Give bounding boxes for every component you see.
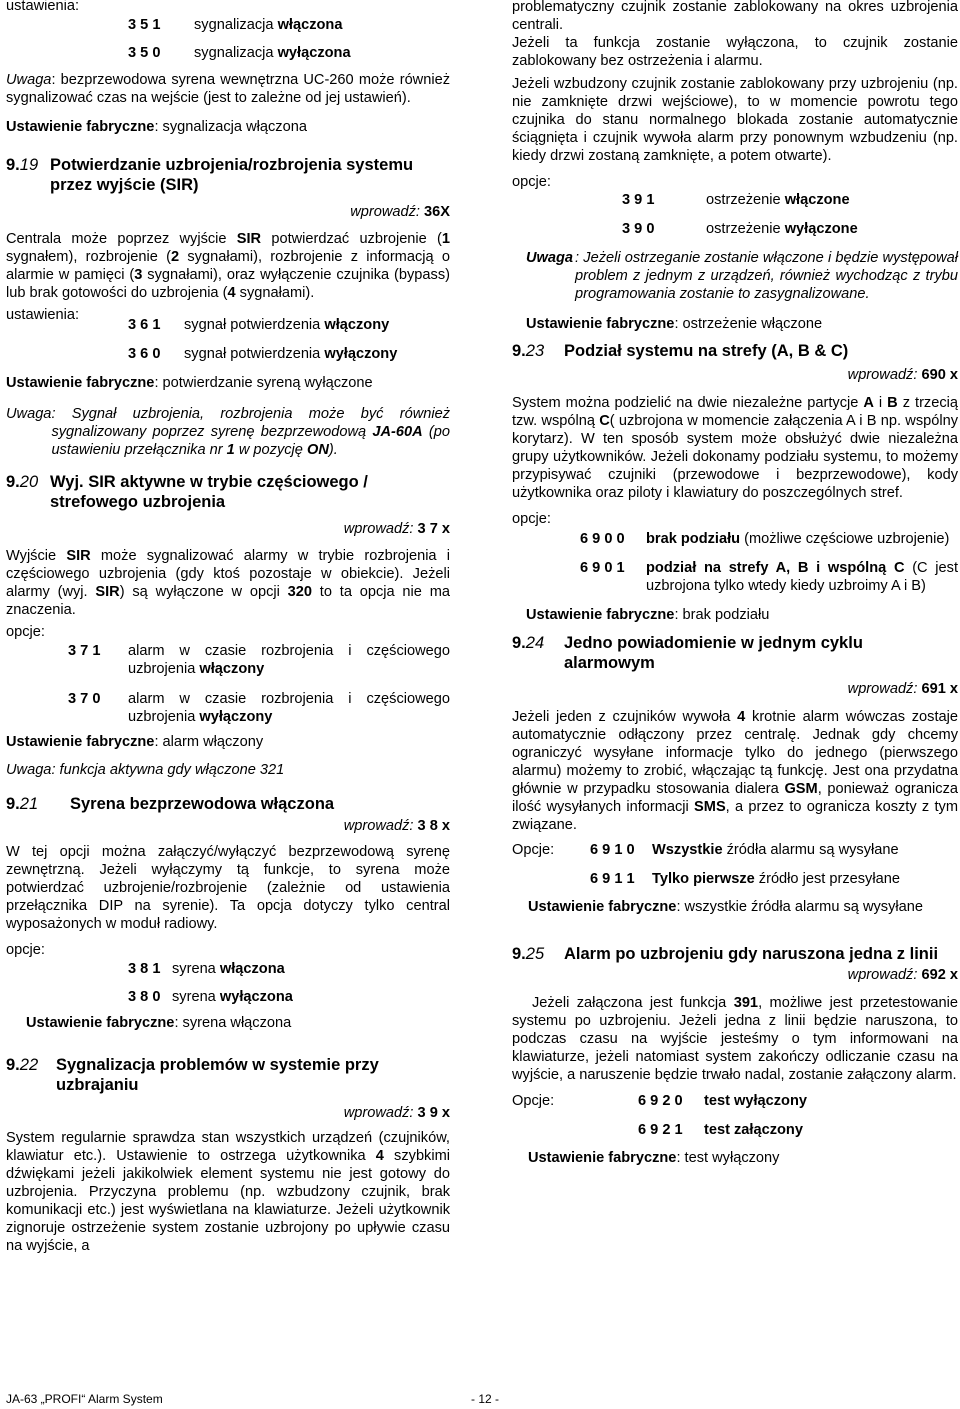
option-row — [128, 960, 450, 978]
enter-code: wprowadź: 3 9 x — [343, 1105, 450, 1121]
option-text: sygnalizacja wyłączona — [194, 45, 351, 61]
settings-label: ustawienia: — [6, 307, 80, 323]
option-code: 3 9 0 — [622, 221, 655, 237]
section-title: Sygnalizacja problemów w systemie przy uzbrajaniu — [56, 1056, 379, 1094]
option-row — [128, 16, 450, 34]
option-text: syrena włączona — [172, 961, 285, 977]
enter-code: wprowadź: 691 x — [847, 681, 958, 697]
option-text: Tylko pierwsze źródło jest przesyłane — [652, 871, 900, 887]
left-column — [6, 0, 450, 1255]
section-body: Centrala może poprzez wyjście SIR potwierdzać uzbrojenie (1 sygnałem), rozbrojenie (2 sygnałami), rozbrojenie z informacją o alarmie w pamięci (3 sygnałami), oraz wyłączenie czujnika (bypass) lub brak gotowości do uzbrojenia (4 sygnałami). — [6, 231, 451, 301]
factory-default: Ustawienie fabryczne: syrena włączona — [26, 1015, 292, 1031]
option-text: sygnał potwierdzenia wyłączony — [184, 346, 398, 362]
note: Uwaga: bezprzewodowa syrena wewnętrzna UC-260 może również sygnalizować czas na wejście (jest to zależne od jej ustawień). — [6, 72, 450, 106]
option-code: 3 5 1 — [128, 17, 161, 33]
option-row — [128, 316, 450, 334]
enter-code: wprowadź: 3 7 x — [343, 521, 450, 537]
option-code: 6 9 1 0 — [590, 842, 635, 858]
option-text: brak podziału (możliwe częściowe uzbrojenie) — [646, 531, 950, 547]
option-text: sygnalizacja włączona — [194, 17, 343, 33]
option-text: Wszystkie źródła alarmu są wysyłane — [652, 842, 899, 858]
option-row — [68, 690, 450, 726]
section-title: Jedno powiadomienie w jednym cyklu alarmowym — [564, 634, 863, 672]
settings-label: ustawienia: — [6, 0, 80, 14]
option-row — [128, 988, 450, 1006]
section-body: W tej opcji można załączyć/wyłączyć bezprzewodową syrenę zewnętrzną. Jeżeli wyłączymy tą funkcje, to syrena może potwierdzać uzbrojenie/rozbrojenie (zależnie od ustawienia przełącznika DIP na syrenie). Ta opcja dotyczy tylko central wyposażonych w moduł radiowy. — [6, 844, 450, 932]
option-row — [638, 1121, 958, 1139]
option-code: 3 7 1 — [68, 643, 101, 659]
factory-default: Ustawienie fabryczne: test wyłączony — [528, 1150, 780, 1166]
option-code: 6 9 2 0 — [638, 1093, 683, 1109]
option-text: alarm w czasie rozbrojenia i częściowego uzbrojenia włączony — [128, 643, 450, 677]
options-label: Opcje: — [512, 1093, 555, 1109]
option-code: 3 6 1 — [128, 317, 161, 333]
options-label: opcje: — [6, 942, 45, 958]
section-body: problematyczny czujnik zostanie zablokowany na okres uzbrojenia centrali. — [512, 0, 958, 33]
option-text: sygnał potwierdzenia włączony — [184, 317, 390, 333]
factory-default: Ustawienie fabryczne: sygnalizacja włączona — [6, 119, 307, 135]
option-code: 3 6 0 — [128, 346, 161, 362]
option-row — [590, 870, 958, 888]
section-body: Jeżeli wzbudzony czujnik zostanie zablokowany przy uzbrojeniu (np. nie zamknięte drzwi wejściowe), to w momencie powrotu tego czujnika do stanu normalnego blokada zostanie automatycznie ściągnięta i czujnik wywoła alarm przy ponownym wzbudzeniu (np. kiedy drzwi zostaną zamknięte, a potem otwarte). — [512, 76, 958, 164]
option-text: ostrzeżenie wyłączone — [706, 221, 858, 237]
section-body: Wyjście SIR może sygnalizować alarmy w trybie rozbrojenia i częściowego uzbrojenia (gdy ktoś pozostaje w obiekcie). Jeżeli alarmy (wyj. SIR) są wyłączone w opcji 320 to ta opcja nie ma znaczenia. — [6, 548, 450, 618]
section-title: Alarm po uzbrojeniu gdy naruszona jedna z linii — [564, 945, 939, 963]
option-code: 3 8 1 — [128, 961, 161, 977]
option-text: podział na strefy A, B i wspólną C (C jest uzbrojona tylko wtedy kiedy uzbroimy A i B) — [646, 560, 959, 594]
note: Uwaga: funkcja aktywna gdy włączone 321 — [6, 762, 285, 778]
options-label: Opcje: — [512, 842, 555, 858]
section-title: Podział systemu na strefy (A, B & C) — [564, 342, 849, 360]
section-heading-9-19: 9.19 Potwierdzanie uzbrojenia/rozbrojenia systemu przez wyjście (SIR) — [6, 155, 450, 195]
option-text: syrena wyłączona — [172, 989, 293, 1005]
section-body: Jeżeli załączona jest funkcja 391, możliwe jest przetestowanie systemu po uzbrojeniu. Jeżeli jedna z linii będzie naruszona, to podczas czasu na wyjście jesteśmy o tym informowani na klawiaturze, jeżeli natomiast system zakończy odliczanie czasu na wyjście, a naruszenie będzie trwało nadal, zostanie załączony alarm. — [512, 995, 958, 1083]
enter-code: wprowadź: 36X — [350, 204, 450, 220]
factory-default: Ustawienie fabryczne: alarm włączony — [6, 734, 264, 750]
option-text: test załączony — [704, 1122, 803, 1138]
options-label: opcje: — [6, 624, 45, 640]
option-code: 6 9 0 1 — [580, 560, 625, 576]
note: Uwaga : Jeżeli ostrzeganie zostanie włączone i będzie występował problem z jednym z urządzeń, również wychodząc z trybu programowania zostanie to zasygnalizowane. — [526, 250, 958, 302]
section-title: Potwierdzanie uzbrojenia/rozbrojenia systemu przez wyjście (SIR) — [50, 156, 414, 194]
section-heading-9-20: 9.20 Wyj. SIR aktywne w trybie częściowego / strefowego uzbrojenia — [6, 472, 450, 512]
section-body: System można podzielić na dwie niezależne partycje A i B z trzecią tzw. wspólną C( uzbrojona w momencie załączenia A i B np. wspólny korytarz). W ten sposób system może obsłużyć dwie niezależna grupy użytkowników. Jeżeli dokonamy podziału systemu, to możemy przypisywać czujniki (przewodowe i bezprzewodowe), kody użytkownika oraz piloty i klawiatury do poszczególnych stref. — [512, 395, 959, 501]
note: Uwaga : Sygnał uzbrojenia, rozbrojenia może być również sygnalizowany poprzez syrenę bezprzewodową JA-60A (po ustawieniu przełącznika nr 1 w pozycję ON). — [6, 406, 450, 458]
option-text: alarm w czasie rozbrojenia i częściowego uzbrojenia wyłączony — [128, 691, 450, 725]
option-code: 6 9 2 1 — [638, 1122, 683, 1138]
right-column — [512, 0, 958, 1167]
option-code: 3 9 1 — [622, 192, 655, 208]
section-body: Jeżeli ta funkcja zostanie wyłączona, to czujnik zostanie zablokowany bez ostrzeżenia i alarmu. — [512, 35, 958, 69]
option-row — [512, 841, 958, 859]
section-heading-9-25: 9.25 Alarm po uzbrojeniu gdy naruszona jedna z linii — [512, 945, 939, 963]
option-row — [512, 1092, 958, 1110]
factory-default: Ustawienie fabryczne: brak podziału — [526, 607, 770, 623]
options-label: opcje: — [512, 174, 551, 190]
option-code: 6 9 0 0 — [580, 531, 625, 547]
option-row — [622, 191, 958, 209]
options-label: opcje: — [512, 511, 551, 527]
option-row — [128, 345, 450, 363]
section-heading-9-22: 9.22 Sygnalizacja problemów w systemie przy uzbrajaniu — [6, 1055, 450, 1095]
option-code: 3 8 0 — [128, 989, 161, 1005]
enter-code: wprowadź: 690 x — [847, 367, 958, 383]
factory-default: Ustawienie fabryczne: wszystkie źródła alarmu są wysyłane — [528, 899, 923, 915]
section-heading-9-24: 9.24 Jedno powiadomienie w jednym cyklu alarmowym — [512, 633, 958, 673]
section-title: Syrena bezprzewodowa włączona — [70, 795, 335, 813]
factory-default: Ustawienie fabryczne: ostrzeżenie włączone — [526, 316, 823, 332]
option-code: 3 7 0 — [68, 691, 101, 707]
enter-code: wprowadź: 3 8 x — [343, 818, 450, 834]
factory-default: Ustawienie fabryczne: potwierdzanie syreną wyłączone — [6, 375, 373, 391]
option-row — [68, 642, 450, 678]
option-row — [622, 220, 958, 238]
section-title: Wyj. SIR aktywne w trybie częściowego / strefowego uzbrojenia — [50, 473, 368, 511]
section-heading-9-23: 9.23 Podział systemu na strefy (A, B & C) — [512, 342, 849, 360]
section-body: System regularnie sprawdza stan wszystkich urządzeń (czujników, klawiatur etc.). Ustawienie to ostrzega użytkownika 4 szybkimi dźwiękami jeżeli jakikolwiek element systemu nie jest gotowy do uzbrojenia. Przyczyna problemu (np. wzbudzony czujnik, brak komunikacji etc.) jest wyświetlana na klawiaturze. Jeżeli użytkownik zignoruje ostrzeżenie system zostanie uzbrojony po upływie czasu na wyjście, a — [6, 1130, 450, 1254]
option-row — [128, 44, 450, 62]
section-body: Jeżeli jeden z czujników wywoła 4 krotnie alarm wówczas zostaje automatycznie odłączony przez centralę. Jednak gdy chcemy ograniczyć wysyłane informacje tylko do jednego (pierwszego alarmu) możemy to zrobić, włączając tą funkcję. Jest ona przydatna głównie w przypadku stosowania dialera GSM, ponieważ ogranicza ilość wysyłanych informacji SMS, a przez to ogranicza koszty z tym związane. — [512, 709, 958, 833]
section-heading-9-21: 9.21 Syrena bezprzewodowa włączona — [6, 795, 335, 813]
option-row — [580, 559, 958, 595]
page-number: - 12 - — [471, 1392, 500, 1406]
enter-code: wprowadź: 692 x — [847, 967, 958, 983]
option-text: ostrzeżenie włączone — [706, 192, 850, 208]
option-code: 3 5 0 — [128, 45, 161, 61]
option-code: 6 9 1 1 — [590, 871, 635, 887]
footer-product-name: JA-63 „PROFI“ Alarm System — [6, 1392, 163, 1406]
option-row — [580, 530, 958, 548]
option-text: test wyłączony — [704, 1093, 808, 1109]
